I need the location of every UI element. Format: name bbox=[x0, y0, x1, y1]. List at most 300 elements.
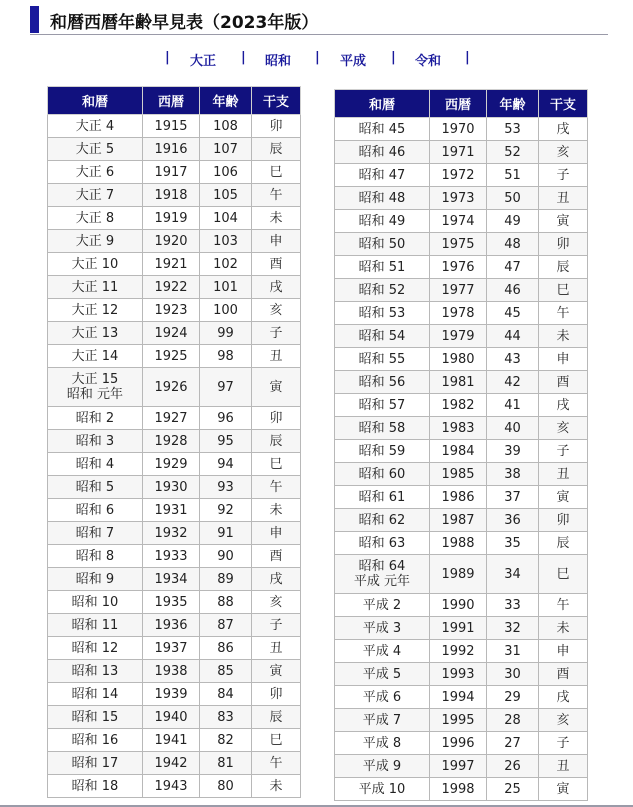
cell-age: 87 bbox=[200, 614, 252, 637]
cell-seireki: 1916 bbox=[143, 138, 200, 161]
cell-seireki: 1985 bbox=[430, 463, 487, 486]
cell-wareki bbox=[48, 115, 143, 138]
cell-seireki: 1918 bbox=[143, 184, 200, 207]
cell-seireki: 1976 bbox=[430, 256, 487, 279]
cell-age: 27 bbox=[487, 732, 539, 755]
cell-eto: 午 bbox=[539, 594, 588, 617]
nav-separator: | bbox=[241, 50, 246, 65]
wareki-text: 昭和 45 bbox=[358, 121, 406, 137]
cell-wareki bbox=[48, 299, 143, 322]
table-row bbox=[335, 279, 588, 302]
cell-wareki bbox=[48, 322, 143, 345]
cell-wareki bbox=[335, 755, 430, 778]
wareki-text: 昭和 51 bbox=[358, 259, 406, 275]
cell-eto: 午 bbox=[252, 752, 301, 775]
table-row bbox=[48, 184, 301, 207]
cell-seireki: 1923 bbox=[143, 299, 200, 322]
cell-seireki: 1971 bbox=[430, 141, 487, 164]
cell-eto: 卯 bbox=[252, 115, 301, 138]
cell-seireki: 1972 bbox=[430, 164, 487, 187]
table-row bbox=[48, 706, 301, 729]
wareki-text: 昭和 55 bbox=[358, 351, 406, 367]
cell-eto: 戌 bbox=[252, 276, 301, 299]
table-row bbox=[335, 440, 588, 463]
cell-eto: 丑 bbox=[539, 187, 588, 210]
cell-eto: 午 bbox=[539, 302, 588, 325]
wareki-text: 大正 11 bbox=[71, 279, 119, 295]
table-row bbox=[48, 138, 301, 161]
table-row bbox=[48, 276, 301, 299]
wareki-text: 昭和 7 bbox=[75, 525, 115, 541]
table-row bbox=[335, 233, 588, 256]
cell-wareki bbox=[48, 430, 143, 453]
cell-age: 35 bbox=[487, 532, 539, 555]
cell-seireki: 1939 bbox=[143, 683, 200, 706]
wareki-text: 昭和 5 bbox=[75, 479, 115, 495]
table-row bbox=[48, 207, 301, 230]
table-row bbox=[335, 141, 588, 164]
cell-wareki bbox=[335, 371, 430, 394]
cell-eto: 卯 bbox=[539, 233, 588, 256]
cell-wareki bbox=[48, 637, 143, 660]
table-row bbox=[48, 299, 301, 322]
wareki-text: 昭和 14 bbox=[71, 686, 119, 702]
cell-age: 51 bbox=[487, 164, 539, 187]
cell-seireki: 1915 bbox=[143, 115, 200, 138]
wareki-text: 大正 8 bbox=[75, 210, 115, 226]
cell-age: 30 bbox=[487, 663, 539, 686]
column-header-wareki: 和暦 bbox=[335, 90, 430, 118]
cell-age: 52 bbox=[487, 141, 539, 164]
cell-seireki: 1927 bbox=[143, 407, 200, 430]
cell-age: 89 bbox=[200, 568, 252, 591]
cell-age: 29 bbox=[487, 686, 539, 709]
cell-wareki bbox=[335, 394, 430, 417]
cell-wareki bbox=[335, 348, 430, 371]
wareki-text: 昭和 13 bbox=[71, 663, 119, 679]
cell-wareki bbox=[335, 709, 430, 732]
table-row bbox=[335, 640, 588, 663]
cell-age: 46 bbox=[487, 279, 539, 302]
table-row bbox=[48, 545, 301, 568]
wareki-text: 昭和 58 bbox=[358, 420, 406, 436]
cell-age: 83 bbox=[200, 706, 252, 729]
cell-seireki: 1988 bbox=[430, 532, 487, 555]
cell-age: 81 bbox=[200, 752, 252, 775]
wareki-text: 昭和 46 bbox=[358, 144, 406, 160]
cell-wareki bbox=[48, 545, 143, 568]
cell-age: 94 bbox=[200, 453, 252, 476]
cell-wareki bbox=[48, 184, 143, 207]
wareki-text: 昭和 15 bbox=[71, 709, 119, 725]
cell-eto: 辰 bbox=[539, 532, 588, 555]
age-table-right bbox=[334, 89, 588, 801]
wareki-text: 平成 3 bbox=[362, 620, 402, 636]
cell-eto: 酉 bbox=[539, 663, 588, 686]
wareki-text: 大正 6 bbox=[75, 164, 115, 180]
cell-wareki bbox=[335, 617, 430, 640]
table-row bbox=[48, 230, 301, 253]
cell-seireki: 1921 bbox=[143, 253, 200, 276]
table-row bbox=[335, 394, 588, 417]
cell-wareki bbox=[335, 440, 430, 463]
cell-wareki bbox=[335, 210, 430, 233]
cell-wareki bbox=[48, 683, 143, 706]
cell-seireki: 1992 bbox=[430, 640, 487, 663]
cell-seireki: 1938 bbox=[143, 660, 200, 683]
cell-wareki bbox=[48, 752, 143, 775]
table-row bbox=[335, 325, 588, 348]
cell-eto: 亥 bbox=[252, 591, 301, 614]
cell-wareki bbox=[335, 532, 430, 555]
cell-seireki: 1991 bbox=[430, 617, 487, 640]
table-row bbox=[48, 476, 301, 499]
cell-age: 88 bbox=[200, 591, 252, 614]
cell-eto: 卯 bbox=[539, 509, 588, 532]
cell-eto: 卯 bbox=[252, 407, 301, 430]
cell-age: 34 bbox=[487, 555, 539, 594]
cell-wareki bbox=[335, 302, 430, 325]
cell-eto: 未 bbox=[539, 325, 588, 348]
table-row bbox=[335, 210, 588, 233]
cell-eto: 午 bbox=[252, 184, 301, 207]
cell-seireki: 1922 bbox=[143, 276, 200, 299]
cell-eto: 巳 bbox=[252, 453, 301, 476]
cell-seireki: 1990 bbox=[430, 594, 487, 617]
cell-age: 28 bbox=[487, 709, 539, 732]
table-row bbox=[48, 775, 301, 798]
cell-age: 25 bbox=[487, 778, 539, 801]
wareki-text: 昭和 2 bbox=[75, 410, 115, 426]
cell-age: 101 bbox=[200, 276, 252, 299]
cell-seireki: 1925 bbox=[143, 345, 200, 368]
wareki-text: 昭和 53 bbox=[358, 305, 406, 321]
cell-eto: 子 bbox=[252, 614, 301, 637]
cell-seireki: 1998 bbox=[430, 778, 487, 801]
cell-wareki bbox=[335, 509, 430, 532]
cell-age: 84 bbox=[200, 683, 252, 706]
wareki-text: 昭和 49 bbox=[358, 213, 406, 229]
wareki-text: 平成 4 bbox=[362, 643, 402, 659]
table-row bbox=[335, 686, 588, 709]
cell-seireki: 1996 bbox=[430, 732, 487, 755]
table-row bbox=[48, 161, 301, 184]
cell-wareki bbox=[48, 660, 143, 683]
cell-eto: 巳 bbox=[252, 161, 301, 184]
cell-wareki bbox=[48, 476, 143, 499]
cell-seireki: 1986 bbox=[430, 486, 487, 509]
cell-seireki: 1935 bbox=[143, 591, 200, 614]
nav-separator: | bbox=[391, 50, 396, 65]
cell-age: 97 bbox=[200, 368, 252, 407]
cell-age: 47 bbox=[487, 256, 539, 279]
cell-age: 107 bbox=[200, 138, 252, 161]
cell-wareki bbox=[335, 164, 430, 187]
table-row bbox=[335, 663, 588, 686]
column-header-seireki: 西暦 bbox=[143, 87, 200, 115]
cell-wareki bbox=[48, 407, 143, 430]
cell-wareki bbox=[48, 345, 143, 368]
wareki-text: 平成 7 bbox=[362, 712, 402, 728]
table-row bbox=[48, 614, 301, 637]
cell-seireki: 1982 bbox=[430, 394, 487, 417]
table-row bbox=[48, 568, 301, 591]
nav-separator: | bbox=[165, 50, 170, 65]
cell-age: 102 bbox=[200, 253, 252, 276]
wareki-text: 平成 5 bbox=[362, 666, 402, 682]
cell-eto: 寅 bbox=[539, 486, 588, 509]
cell-seireki: 1933 bbox=[143, 545, 200, 568]
table-row bbox=[48, 453, 301, 476]
cell-eto: 寅 bbox=[252, 660, 301, 683]
cell-age: 91 bbox=[200, 522, 252, 545]
cell-eto: 戌 bbox=[539, 118, 588, 141]
cell-eto: 未 bbox=[539, 617, 588, 640]
cell-age: 42 bbox=[487, 371, 539, 394]
cell-seireki: 1937 bbox=[143, 637, 200, 660]
cell-eto: 酉 bbox=[252, 545, 301, 568]
table-row bbox=[335, 709, 588, 732]
wareki-text: 大正 12 bbox=[71, 302, 119, 318]
wareki-text: 昭和 8 bbox=[75, 548, 115, 564]
table-row bbox=[335, 118, 588, 141]
age-table-left bbox=[47, 86, 301, 798]
cell-seireki: 1994 bbox=[430, 686, 487, 709]
cell-seireki: 1993 bbox=[430, 663, 487, 686]
column-header-eto: 干支 bbox=[252, 87, 301, 115]
table-row bbox=[48, 660, 301, 683]
cell-age: 85 bbox=[200, 660, 252, 683]
wareki-text: 大正 13 bbox=[71, 325, 119, 341]
cell-age: 40 bbox=[487, 417, 539, 440]
cell-seireki: 1940 bbox=[143, 706, 200, 729]
wareki-text: 昭和 18 bbox=[71, 778, 119, 794]
wareki-text: 昭和 4 bbox=[75, 456, 115, 472]
cell-age: 98 bbox=[200, 345, 252, 368]
cell-age: 43 bbox=[487, 348, 539, 371]
cell-eto: 丑 bbox=[539, 755, 588, 778]
cell-eto: 寅 bbox=[539, 778, 588, 801]
nav-link-heisei[interactable]: 平成 bbox=[340, 54, 367, 69]
cell-wareki bbox=[335, 463, 430, 486]
cell-wareki bbox=[48, 161, 143, 184]
table-row bbox=[48, 729, 301, 752]
cell-seireki: 1928 bbox=[143, 430, 200, 453]
cell-age: 36 bbox=[487, 509, 539, 532]
cell-eto: 亥 bbox=[252, 299, 301, 322]
table-row bbox=[335, 486, 588, 509]
cell-age: 50 bbox=[487, 187, 539, 210]
cell-wareki bbox=[48, 230, 143, 253]
wareki-text: 昭和 9 bbox=[75, 571, 115, 587]
wareki-text-secondary: 平成 元年 bbox=[353, 574, 411, 589]
cell-eto: 子 bbox=[539, 164, 588, 187]
nav-link-showa[interactable]: 昭和 bbox=[265, 54, 292, 69]
cell-seireki: 1924 bbox=[143, 322, 200, 345]
table-row bbox=[48, 683, 301, 706]
cell-seireki: 1919 bbox=[143, 207, 200, 230]
wareki-text: 昭和 56 bbox=[358, 374, 406, 390]
cell-seireki: 1936 bbox=[143, 614, 200, 637]
cell-eto: 未 bbox=[252, 775, 301, 798]
cell-wareki bbox=[48, 499, 143, 522]
cell-eto: 巳 bbox=[252, 729, 301, 752]
cell-age: 32 bbox=[487, 617, 539, 640]
cell-wareki bbox=[48, 729, 143, 752]
cell-seireki: 1934 bbox=[143, 568, 200, 591]
cell-wareki bbox=[48, 138, 143, 161]
cell-seireki: 1942 bbox=[143, 752, 200, 775]
cell-eto: 亥 bbox=[539, 709, 588, 732]
cell-wareki bbox=[48, 368, 143, 407]
cell-eto: 申 bbox=[539, 348, 588, 371]
table-row bbox=[48, 591, 301, 614]
cell-age: 86 bbox=[200, 637, 252, 660]
cell-wareki bbox=[335, 663, 430, 686]
column-header-age: 年齢 bbox=[200, 87, 252, 115]
cell-wareki bbox=[48, 614, 143, 637]
cell-wareki bbox=[335, 141, 430, 164]
wareki-text: 昭和 11 bbox=[71, 617, 119, 633]
cell-wareki bbox=[335, 187, 430, 210]
cell-wareki bbox=[48, 706, 143, 729]
cell-seireki: 1981 bbox=[430, 371, 487, 394]
cell-seireki: 1987 bbox=[430, 509, 487, 532]
cell-wareki bbox=[335, 233, 430, 256]
cell-wareki bbox=[335, 594, 430, 617]
cell-age: 106 bbox=[200, 161, 252, 184]
cell-wareki bbox=[335, 325, 430, 348]
cell-wareki bbox=[48, 253, 143, 276]
cell-eto: 申 bbox=[252, 230, 301, 253]
cell-wareki bbox=[48, 775, 143, 798]
table-row bbox=[48, 499, 301, 522]
cell-seireki: 1929 bbox=[143, 453, 200, 476]
wareki-text: 昭和 6 bbox=[75, 502, 115, 518]
wareki-text: 昭和 16 bbox=[71, 732, 119, 748]
wareki-text: 大正 14 bbox=[71, 348, 119, 364]
cell-seireki: 1989 bbox=[430, 555, 487, 594]
cell-age: 49 bbox=[487, 210, 539, 233]
cell-age: 31 bbox=[487, 640, 539, 663]
table-row bbox=[48, 522, 301, 545]
cell-eto: 酉 bbox=[539, 371, 588, 394]
nav-separator: | bbox=[315, 50, 320, 65]
cell-seireki: 1977 bbox=[430, 279, 487, 302]
cell-eto: 巳 bbox=[539, 279, 588, 302]
cell-age: 45 bbox=[487, 302, 539, 325]
table-header-row bbox=[48, 87, 301, 115]
wareki-text: 昭和 62 bbox=[358, 512, 406, 528]
cell-seireki: 1926 bbox=[143, 368, 200, 407]
wareki-text: 平成 10 bbox=[358, 781, 406, 797]
cell-eto: 丑 bbox=[252, 637, 301, 660]
cell-seireki: 1930 bbox=[143, 476, 200, 499]
cell-wareki bbox=[48, 276, 143, 299]
nav-link-taisho[interactable]: 大正 bbox=[190, 54, 217, 69]
cell-wareki bbox=[335, 256, 430, 279]
nav-separator: | bbox=[465, 50, 470, 65]
table-row bbox=[335, 555, 588, 594]
cell-wareki bbox=[335, 686, 430, 709]
wareki-text: 昭和 59 bbox=[358, 443, 406, 459]
cell-wareki bbox=[335, 555, 430, 594]
cell-eto: 辰 bbox=[252, 430, 301, 453]
cell-eto: 子 bbox=[252, 322, 301, 345]
cell-seireki: 1983 bbox=[430, 417, 487, 440]
wareki-text: 昭和 12 bbox=[71, 640, 119, 656]
cell-eto: 亥 bbox=[539, 141, 588, 164]
cell-eto: 辰 bbox=[252, 138, 301, 161]
wareki-text: 昭和 64 bbox=[358, 559, 406, 574]
cell-seireki: 1995 bbox=[430, 709, 487, 732]
wareki-text: 大正 7 bbox=[75, 187, 115, 203]
table-row bbox=[48, 368, 301, 407]
wareki-text: 昭和 63 bbox=[358, 535, 406, 551]
cell-eto: 戌 bbox=[539, 686, 588, 709]
table-row bbox=[48, 752, 301, 775]
cell-eto: 亥 bbox=[539, 417, 588, 440]
table-row bbox=[335, 594, 588, 617]
cell-age: 108 bbox=[200, 115, 252, 138]
cell-age: 44 bbox=[487, 325, 539, 348]
cell-seireki: 1920 bbox=[143, 230, 200, 253]
wareki-text: 昭和 57 bbox=[358, 397, 406, 413]
cell-age: 104 bbox=[200, 207, 252, 230]
cell-seireki: 1931 bbox=[143, 499, 200, 522]
table-row bbox=[335, 164, 588, 187]
cell-eto: 午 bbox=[252, 476, 301, 499]
table-row bbox=[48, 322, 301, 345]
wareki-text: 大正 9 bbox=[75, 233, 115, 249]
cell-wareki bbox=[48, 522, 143, 545]
era-navigation bbox=[0, 50, 633, 70]
cell-wareki bbox=[335, 118, 430, 141]
cell-seireki: 1943 bbox=[143, 775, 200, 798]
cell-wareki bbox=[48, 591, 143, 614]
wareki-text: 大正 10 bbox=[71, 256, 119, 272]
wareki-text: 平成 6 bbox=[362, 689, 402, 705]
cell-age: 100 bbox=[200, 299, 252, 322]
table-row bbox=[48, 345, 301, 368]
table-row bbox=[335, 302, 588, 325]
cell-eto: 子 bbox=[539, 732, 588, 755]
cell-age: 82 bbox=[200, 729, 252, 752]
page-header bbox=[30, 6, 608, 35]
cell-wareki bbox=[335, 732, 430, 755]
table-row bbox=[335, 617, 588, 640]
wareki-text: 大正 4 bbox=[75, 118, 115, 134]
cell-eto: 子 bbox=[539, 440, 588, 463]
column-header-eto: 干支 bbox=[539, 90, 588, 118]
wareki-text: 昭和 50 bbox=[358, 236, 406, 252]
cell-age: 48 bbox=[487, 233, 539, 256]
cell-eto: 巳 bbox=[539, 555, 588, 594]
table-row bbox=[335, 778, 588, 801]
table-row bbox=[335, 417, 588, 440]
column-header-age: 年齢 bbox=[487, 90, 539, 118]
cell-seireki: 1941 bbox=[143, 729, 200, 752]
page-title: 和暦西暦年齢早見表（2023年版） bbox=[50, 13, 319, 33]
table-row bbox=[48, 430, 301, 453]
cell-eto: 戌 bbox=[539, 394, 588, 417]
cell-eto: 丑 bbox=[252, 345, 301, 368]
nav-link-reiwa[interactable]: 令和 bbox=[415, 54, 442, 69]
wareki-text: 大正 5 bbox=[75, 141, 115, 157]
wareki-text: 昭和 61 bbox=[358, 489, 406, 505]
table-header-row bbox=[335, 90, 588, 118]
cell-seireki: 1979 bbox=[430, 325, 487, 348]
